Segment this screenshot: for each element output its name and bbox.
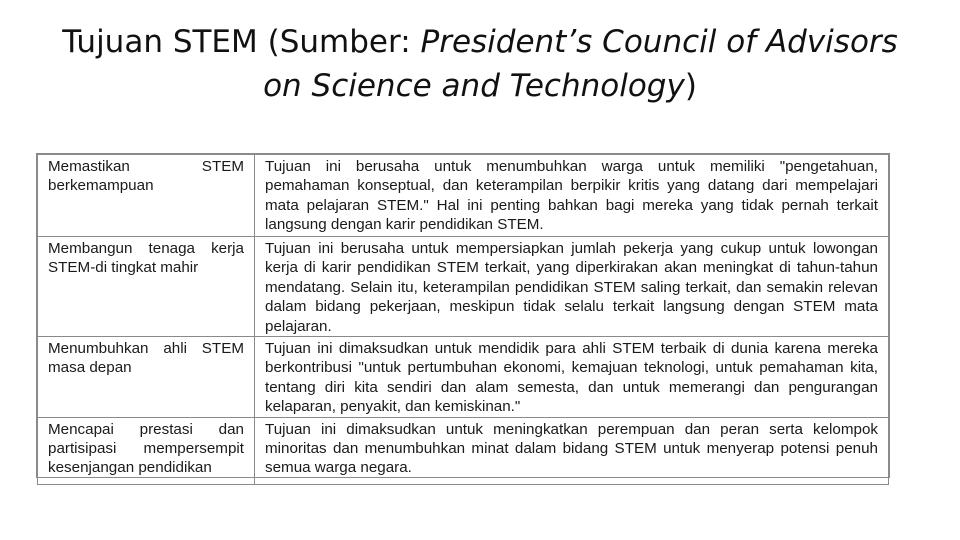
stem-goals-table xyxy=(36,153,890,478)
title-source: President’s Council of Advisors on Science and Technology xyxy=(263,24,898,104)
goal-cell: Mencapai prestasi dan partisipasi mempersempit kesenjangan pendidikan xyxy=(38,417,255,484)
description-cell: Tujuan ini berusaha untuk mempersiapkan jumlah pekerja yang cukup untuk lowongan kerja di karir pendidikan STEM terkait, yang diperkirakan akan meningkat di tahun-tahun mendatang. Selain itu, keterampilan pendidikan STEM saling terkait, dan semakin relevan dalam bidang pekerjaan, meskipun tidak selalu terkait langsung dengan STEM mata pelajaran. xyxy=(255,237,889,337)
description-cell: Tujuan ini dimaksudkan untuk mendidik para ahli STEM terbaik di dunia karena mereka berkontribusi "untuk pertumbuhan ekonomi, kemajuan teknologi, untuk pemahaman kita, tentang diri kita sendiri dan alam semesta, dan untuk memerangi dan pengurangan kelaparan, penyakit, dan kemiskinan." xyxy=(255,337,889,418)
goal-cell: Menumbuhkan ahli STEM masa depan xyxy=(38,337,255,418)
slide-title xyxy=(60,20,900,108)
goal-cell: Memastikan STEM berkemampuan xyxy=(38,155,255,237)
description-cell: Tujuan ini berusaha untuk menumbuhkan warga untuk memiliki "pengetahuan, pemahaman konseptual, dan keterampilan berpikir kritis yang datang dari mempelajari mata pelajaran STEM." Hal ini penting bahkan bagi mereka yang tidak pernah terkait langsung dengan karir pendidikan STEM. xyxy=(255,155,889,237)
table-row xyxy=(38,155,889,237)
title-suffix: ) xyxy=(684,68,697,104)
title-prefix: Tujuan STEM (Sumber: xyxy=(62,24,421,60)
table-row xyxy=(38,337,889,418)
goal-cell: Membangun tenaga kerja STEM-di tingkat mahir xyxy=(38,237,255,337)
goals-table xyxy=(37,154,889,485)
table-row xyxy=(38,417,889,484)
table-row xyxy=(38,237,889,337)
description-cell: Tujuan ini dimaksudkan untuk meningkatkan perempuan dan peran serta kelompok minoritas dan menumbuhkan minat dalam bidang STEM untuk menyerap potensi penuh semua warga negara. xyxy=(255,417,889,484)
